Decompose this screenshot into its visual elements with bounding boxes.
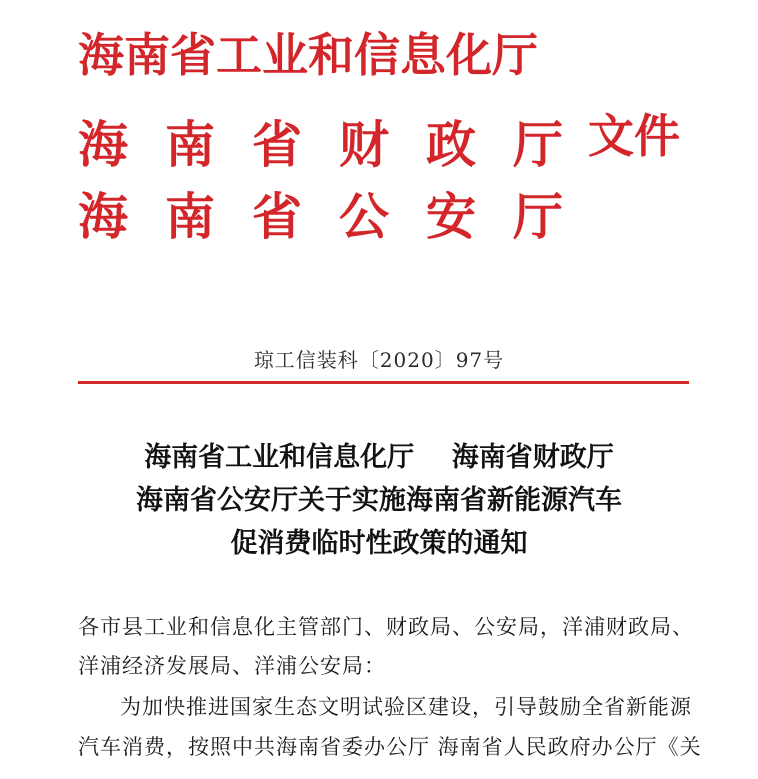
issuer-header-line-2: 海南省财政厅 (78, 115, 600, 174)
red-divider-line (78, 381, 689, 384)
paragraph-1-line-1: 为加快推进国家生态文明试验区建设，引导鼓励全省新能源 (120, 695, 692, 719)
recipients-line-1: 各市县工业和信息化主管部门、财政局、公安局，洋浦财政局、 (78, 615, 694, 639)
document-title-line-3: 促消费临时性政策的通知 (230, 528, 528, 559)
recipients-line-2: 洋浦经济发展局、洋浦公安局： (78, 654, 386, 678)
document-number: 琼工信装科〔2020〕97号 (253, 348, 505, 372)
issuer-header-line-1: 海南省工业和信息化厅 (78, 28, 538, 82)
paragraph-1-line-2: 汽车消费，按照中共海南省委办公厅 海南省人民政府办公厅《关 (78, 735, 702, 759)
issuer-header-line-3: 海南省公安厅 (78, 187, 600, 246)
document-title-line-2: 海南省公安厅关于实施海南省新能源汽车 (136, 485, 622, 516)
document-title-line-1: 海南省工业和信息化厅 海南省财政厅 (144, 442, 614, 473)
issuer-header-suffix: 文件 (588, 109, 680, 163)
